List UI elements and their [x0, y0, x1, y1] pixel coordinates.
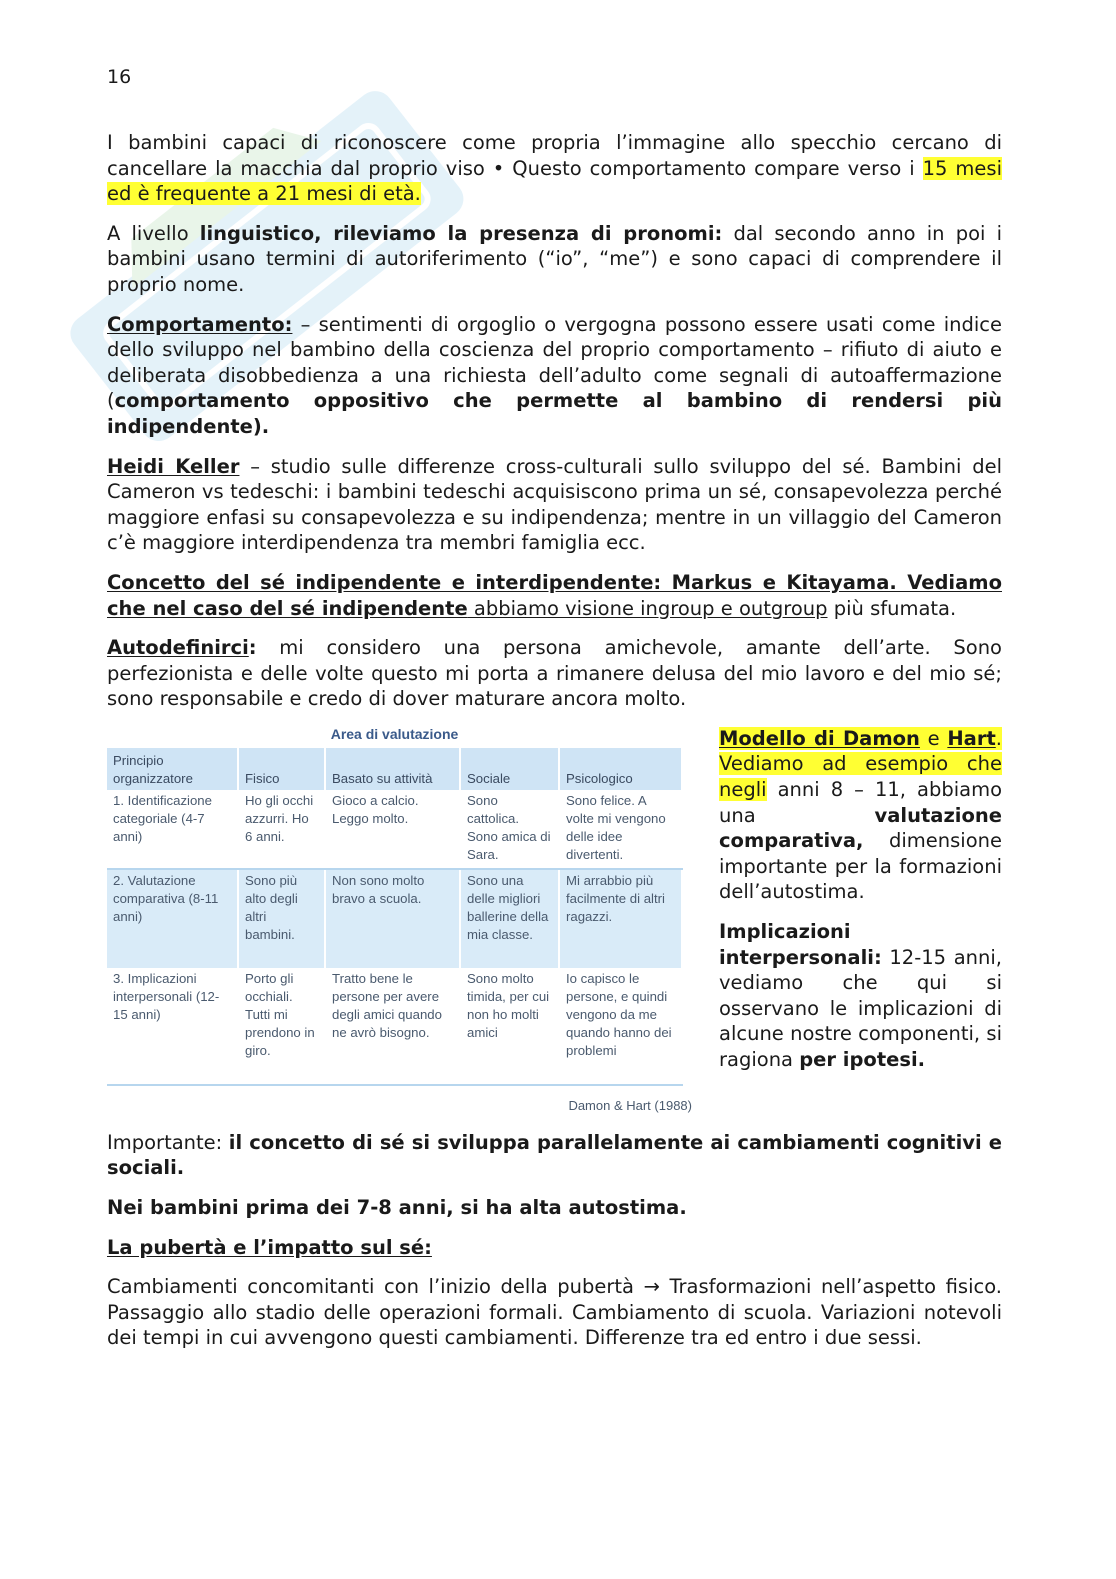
autostima-bold: Nei bambini prima dei 7-8 anni, si ha alta autostima. — [107, 1196, 687, 1220]
arrow-right-icon: → — [643, 1275, 660, 1299]
paragraph-mirror-test — [107, 130, 1002, 207]
damon-section — [107, 726, 1002, 1116]
table-credit: Damon & Hart (1988) — [568, 1097, 692, 1113]
damon-e: e — [919, 726, 948, 750]
table-cell: Sono più alto degli altri bambini. — [238, 869, 325, 968]
damon-highlight: . Vediamo ad esempio che negli — [719, 726, 1002, 802]
puberta-pre: Cambiamenti concomitanti con l’inizio della pubertà — [107, 1275, 644, 1299]
implicazioni-bold: Implicazioni interpersonali: — [719, 920, 882, 969]
markus-bold: Concetto del sé indipendente e interdipendente: Markus e Kitayama. Vediamo che nel caso del sé indipendente — [107, 570, 1002, 620]
table-cell: Sono felice. A volte mi vengono delle idee divertenti. — [559, 790, 682, 869]
paragraph-implicazioni — [719, 919, 1002, 1073]
table-cell: Non sono molto bravo a scuola. — [325, 869, 460, 968]
damon-hart-table-figure — [107, 726, 692, 1116]
mirror-text: I bambini capaci di riconoscere come propria l’immagine allo specchio cercano di cancellare la macchia dal proprio viso • Questo comportamento compare verso i — [107, 131, 1002, 180]
paragraph-autostima — [107, 1195, 1002, 1221]
paragraph-behaviour — [107, 312, 1002, 440]
damon-hart-table — [107, 748, 683, 1086]
linguistic-pre: A livello — [107, 221, 200, 245]
paragraph-linguistic — [107, 221, 1002, 298]
damon-text: anni 8 – 11, abbiamo una — [719, 778, 1002, 827]
table-row — [107, 869, 682, 968]
implicazioni-bold2: per ipotesi. — [799, 1048, 926, 1071]
table-cell: Sono molto timida, per cui non ho molti amici — [460, 968, 559, 1085]
damon-post: dimensione importante per la formazioni dell’autostima. — [719, 829, 1002, 904]
autodef-text: mi considero una persona amichevole, amante dell’arte. Sono perfezionista e delle volte questo mi porta a rimanere delusa del mio lavoro e del mio sé; sono responsabile e credo di dover maturare ancora molto. — [107, 636, 1002, 711]
area-title: Area di valutazione — [330, 725, 459, 742]
header-cell: Sociale — [460, 748, 559, 790]
table-cell: Mi arrabbio più facilmente di altri ragazzi. — [559, 869, 682, 968]
importante-pre: Importante: — [107, 1130, 229, 1154]
keller-text: – studio sulle differenze cross-culturali sullo sviluppo del sé. Bambini del Cameron vs tedeschi: i bambini tedeschi acquisiscono prima un sé, consapevolezza perché maggiore enfasi su consapevolezza e su indipendenza; mentre in un villaggio del Cameron c’è maggiore interdipendenza tra membri famiglia ecc. — [107, 454, 1002, 555]
importante-bold: il concetto di sé si sviluppa parallelamente ai cambiamenti cognitivi e sociali. — [107, 1130, 1002, 1180]
paragraph-importante — [107, 1130, 1002, 1181]
puberta-post: Trasformazioni nell’aspetto fisico. Passaggio allo stadio delle operazioni formali. Cambiamento di scuola. Variazioni notevoli dei tempi in cui avvengono questi cambiamenti. Differenze tra ed entro i due sessi. — [107, 1275, 1002, 1350]
header-cell: Fisico — [238, 748, 325, 790]
linguistic-post: dal secondo anno in poi i bambini usano termini di autoriferimento (“io”, “me”) e sono capaci di comprendere il proprio nome. — [107, 221, 1002, 296]
header-cell: Principio organizzatore — [107, 748, 238, 790]
autodef-title: Autodefinirci — [107, 636, 249, 660]
header-cell: Basato su attività — [325, 748, 460, 790]
table-header-row — [107, 748, 682, 790]
section-heading-puberta — [107, 1235, 1002, 1261]
header-cell: Psicologico — [559, 748, 682, 790]
behaviour-text: – sentimenti di orgoglio o vergogna possono essere usati come indice dello sviluppo nel bambino della coscienza del proprio comportamento – rifiuto di aiuto e deliberata disobbedienza a una richiesta dell’adulto come segnali di autoaffermazione ( — [107, 312, 1002, 413]
behaviour-title: Comportamento: — [107, 312, 293, 336]
table-cell: Ho gli occhi azzurri. Ho 6 anni. — [238, 790, 325, 869]
damon-side-text — [719, 726, 1002, 1087]
hart-title: Hart — [947, 726, 996, 750]
table-cell: 3. Implicazioni interpersonali (12-15 anni) — [107, 968, 238, 1085]
paragraph-autodefinirci — [107, 635, 1002, 712]
linguistic-bold: linguistico, rileviamo la presenza di pronomi: — [199, 221, 723, 245]
page-content — [107, 130, 1002, 1365]
table-row — [107, 968, 682, 1085]
damon-bold: valutazione comparativa, — [719, 803, 1002, 853]
keller-title: Heidi Keller — [107, 454, 240, 478]
markus-underline: abbiamo visione ingroup e outgroup — [467, 596, 828, 620]
table-cell: 1. Identificazione categoriale (4-7 anni) — [107, 790, 238, 869]
behaviour-bold: comportamento oppositivo che permette al bambino di rendersi più indipendente). — [107, 389, 1002, 438]
markus-post: più sfumata. — [827, 596, 957, 620]
table-cell: Porto gli occhiali. Tutti mi prendono in giro. — [238, 968, 325, 1085]
paragraph-markus — [107, 570, 1002, 621]
table-cell: Io capisco le persone, e quindi vengono da me quando hanno dei problemi — [559, 968, 682, 1085]
paragraph-puberta — [107, 1274, 1002, 1351]
table-row — [107, 790, 682, 869]
damon-title: Modello di Damon — [719, 726, 920, 750]
puberta-title: La pubertà e l’impatto sul sé: — [107, 1235, 432, 1259]
table-cell: 2. Valutazione comparativa (8-11 anni) — [107, 869, 238, 968]
table-cell: Sono cattolica. Sono amica di Sara. — [460, 790, 559, 869]
table-cell: Gioco a calcio. Leggo molto. — [325, 790, 460, 869]
implicazioni-text: 12-15 anni, vediamo che qui si osservano le implicazioni di alcune nostre componenti, si ragiona — [719, 945, 1002, 1071]
paragraph-damon-model — [719, 726, 1002, 905]
paragraph-keller — [107, 454, 1002, 556]
table-cell: Sono una delle migliori ballerine della mia classe. — [460, 869, 559, 968]
highlight-age: 15 mesi ed è frequente a 21 mesi di età. — [107, 156, 1002, 206]
autodef-colon: : — [248, 636, 257, 660]
table-cell: Tratto bene le persone per avere degli amici quando ne avrò bisogno. — [325, 968, 460, 1085]
page-number: 16 — [107, 66, 132, 88]
